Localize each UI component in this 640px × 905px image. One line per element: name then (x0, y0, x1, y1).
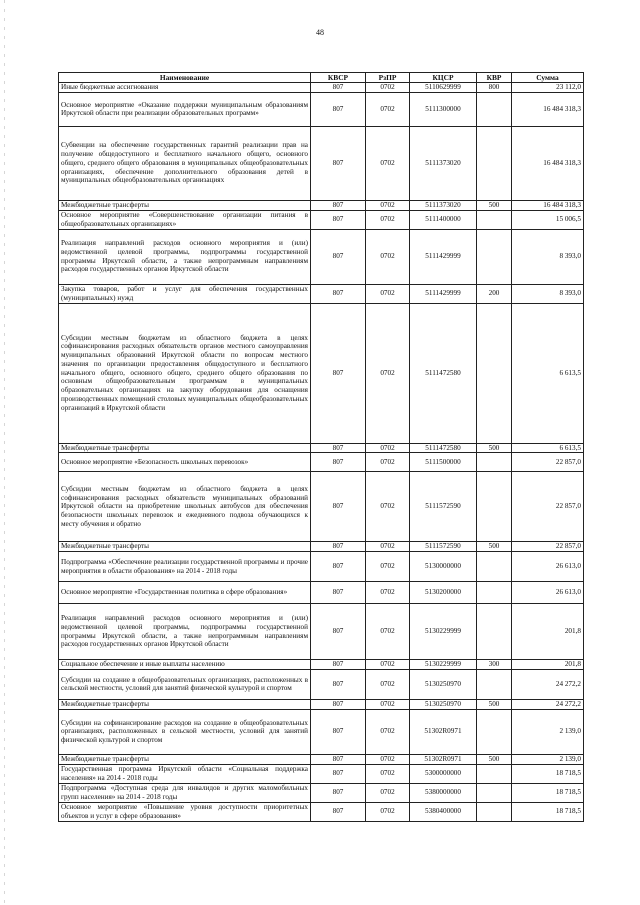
cell-rzpr: 0702 (366, 604, 410, 660)
cell-kcsr: 5130229999 (410, 604, 477, 660)
cell-kvr (477, 472, 512, 542)
table-row (59, 660, 584, 670)
cell-sum: 201,8 (512, 660, 584, 670)
cell-rzpr: 0702 (366, 210, 410, 229)
cell-name: Межбюджетные трансферты (59, 542, 311, 552)
cell-name: Реализация направлений расходов основного мероприятия и (или) ведомственной целевой программы, подпрограммы государственной программы Иркутской области, а также непрограммным направлениям расходов государственных органов Иркутской области (59, 229, 311, 284)
cell-rzpr: 0702 (366, 453, 410, 472)
cell-name: Субсидии местным бюджетам из областного бюджета в целях софинансирования расходных обязательств муниципальных образований Иркутской области на приобретение школьных автобусов для обеспечения безопасности школьных перевозок и ежедневного подвоза обучающихся к месту обучения и обратно (59, 472, 311, 542)
cell-kvr (477, 303, 512, 443)
cell-sum: 6 613,5 (512, 303, 584, 443)
cell-kcsr: 5111300000 (410, 92, 477, 126)
cell-kcsr: 5111400000 (410, 210, 477, 229)
cell-kvr: 200 (477, 284, 512, 303)
cell-rzpr: 0702 (366, 472, 410, 542)
cell-sum: 2 139,0 (512, 754, 584, 764)
table-row (59, 542, 584, 552)
cell-rzpr: 0702 (366, 709, 410, 754)
cell-kvr (477, 92, 512, 126)
cell-kvr (477, 783, 512, 802)
cell-kvsr: 807 (311, 229, 366, 284)
cell-kvr: 300 (477, 660, 512, 670)
cell-kvr: 500 (477, 200, 512, 210)
cell-sum: 18 718,5 (512, 783, 584, 802)
cell-sum: 18 718,5 (512, 764, 584, 783)
cell-name: Субсидии на софинансирование расходов на создание в общеобразовательных организациях, расположенных в сельской местности, условий для занятий физической культурой и спортом (59, 709, 311, 754)
table-row (59, 764, 584, 783)
cell-kvsr: 807 (311, 92, 366, 126)
table-row (59, 699, 584, 709)
table-row (59, 709, 584, 754)
cell-kvr: 500 (477, 754, 512, 764)
cell-name: Подпрограмма «Обеспечение реализации государственной программы и прочие мероприятия в области образования» на 2014 - 2018 годы (59, 552, 311, 582)
cell-name: Межбюджетные трансферты (59, 443, 311, 453)
cell-name: Реализация направлений расходов основного мероприятия и (или) ведомственной целевой программы, подпрограммы государственной программы Иркутской области, а также непрограммным направлениям расходов государственных органов Иркутской области (59, 604, 311, 660)
cell-name: Межбюджетные трансферты (59, 200, 311, 210)
cell-kcsr: 5380400000 (410, 802, 477, 821)
cell-sum: 24 272,2 (512, 699, 584, 709)
cell-kvr: 500 (477, 443, 512, 453)
cell-rzpr: 0702 (366, 542, 410, 552)
cell-name: Основное мероприятие «Повышение уровня доступности приоритетных объектов и услуг в сфере образования» (59, 802, 311, 821)
cell-sum: 201,8 (512, 604, 584, 660)
cell-rzpr: 0702 (366, 582, 410, 604)
cell-kcsr: 5111472580 (410, 303, 477, 443)
cell-sum: 16 484 318,3 (512, 126, 584, 200)
cell-sum: 22 857,0 (512, 542, 584, 552)
cell-name: Субсидии на создание в общеобразовательных организациях, расположенных в сельской местности, условий для занятий физической культурой и спортом (59, 669, 311, 699)
cell-sum: 18 718,5 (512, 802, 584, 821)
cell-name: Социальное обеспечение и иные выплаты населению (59, 660, 311, 670)
cell-sum: 24 272,2 (512, 669, 584, 699)
scan-edge-artifact (4, 0, 5, 905)
cell-kcsr: 5130229999 (410, 660, 477, 670)
cell-kvsr: 807 (311, 542, 366, 552)
cell-kvr: 500 (477, 542, 512, 552)
cell-rzpr: 0702 (366, 660, 410, 670)
table-row (59, 552, 584, 582)
cell-kvsr: 807 (311, 83, 366, 93)
cell-rzpr: 0702 (366, 92, 410, 126)
cell-sum: 8 393,0 (512, 284, 584, 303)
cell-kcsr: 5111572590 (410, 542, 477, 552)
cell-kvr (477, 669, 512, 699)
cell-rzpr: 0702 (366, 200, 410, 210)
cell-sum: 22 857,0 (512, 453, 584, 472)
cell-sum: 26 613,0 (512, 552, 584, 582)
cell-kcsr: 51302R0971 (410, 754, 477, 764)
cell-rzpr: 0702 (366, 699, 410, 709)
cell-rzpr: 0702 (366, 126, 410, 200)
cell-kvr (477, 126, 512, 200)
table-row (59, 754, 584, 764)
cell-kcsr: 5130200000 (410, 582, 477, 604)
cell-name: Государственная программа Иркутской области «Социальная поддержка населения» на 2014 - 2018 годы (59, 764, 311, 783)
header-kcsr: КЦСР (410, 73, 477, 83)
cell-kvr: 500 (477, 699, 512, 709)
cell-sum: 22 857,0 (512, 472, 584, 542)
cell-rzpr: 0702 (366, 303, 410, 443)
cell-kvr (477, 229, 512, 284)
cell-kvsr: 807 (311, 783, 366, 802)
cell-rzpr: 0702 (366, 552, 410, 582)
cell-name: Подпрограмма «Доступная среда для инвалидов и других маломобильных групп населения» на 2014 - 2018 годы (59, 783, 311, 802)
cell-kcsr: 5130250970 (410, 669, 477, 699)
table-row (59, 284, 584, 303)
cell-kvsr: 807 (311, 660, 366, 670)
cell-rzpr: 0702 (366, 83, 410, 93)
cell-kvr (477, 453, 512, 472)
cell-kvsr: 807 (311, 582, 366, 604)
header-sum: Сумма (512, 73, 584, 83)
cell-kcsr: 5300000000 (410, 764, 477, 783)
cell-kvsr: 807 (311, 443, 366, 453)
cell-kcsr: 5111572590 (410, 472, 477, 542)
cell-name: Межбюджетные трансферты (59, 699, 311, 709)
cell-kvr (477, 552, 512, 582)
cell-kvsr: 807 (311, 669, 366, 699)
cell-kvsr: 807 (311, 210, 366, 229)
cell-kvsr: 807 (311, 284, 366, 303)
table-row (59, 200, 584, 210)
cell-kcsr: 5111373020 (410, 126, 477, 200)
header-name: Наименование (59, 73, 311, 83)
cell-kvsr: 807 (311, 472, 366, 542)
cell-sum: 2 139,0 (512, 709, 584, 754)
table-row (59, 472, 584, 542)
table-row (59, 783, 584, 802)
cell-kvsr: 807 (311, 453, 366, 472)
cell-rzpr: 0702 (366, 443, 410, 453)
table-row (59, 443, 584, 453)
cell-kcsr: 5130000000 (410, 552, 477, 582)
table-row (59, 92, 584, 126)
cell-kvr (477, 802, 512, 821)
cell-sum: 16 484 318,3 (512, 200, 584, 210)
cell-kvsr: 807 (311, 126, 366, 200)
cell-rzpr: 0702 (366, 284, 410, 303)
cell-name: Основное мероприятие «Оказание поддержки муниципальным образованиям Иркутской области при реализации образовательных программ» (59, 92, 311, 126)
cell-kvr: 800 (477, 83, 512, 93)
cell-sum: 15 006,5 (512, 210, 584, 229)
table-row (59, 669, 584, 699)
cell-kcsr: 5111472580 (410, 443, 477, 453)
cell-rzpr: 0702 (366, 229, 410, 284)
table-row (59, 582, 584, 604)
cell-kcsr: 5380000000 (410, 783, 477, 802)
cell-kvsr: 807 (311, 754, 366, 764)
cell-kvsr: 807 (311, 764, 366, 783)
cell-rzpr: 0702 (366, 754, 410, 764)
cell-name: Субсидии местным бюджетам из областного бюджета в целях софинансирования расходных обязательств органов местного самоуправления муниципальных образований Иркутской области по вопросам местного значения по организации предоставления общедоступного и бесплатного начального общего, основного общего, среднего общего образования по основным общеобразовательным программам в муниципальных образовательных организациях на закупку оборудования для оснащения производственных помещений столовых муниципальных общеобразовательных организаций в Иркутской области (59, 303, 311, 443)
table-row (59, 210, 584, 229)
cell-name: Межбюджетные трансферты (59, 754, 311, 764)
cell-name: Иные бюджетные ассигнования (59, 83, 311, 93)
cell-rzpr: 0702 (366, 783, 410, 802)
cell-kvr (477, 604, 512, 660)
table-row (59, 604, 584, 660)
cell-rzpr: 0702 (366, 764, 410, 783)
cell-kcsr: 51302R0971 (410, 709, 477, 754)
cell-kvsr: 807 (311, 709, 366, 754)
cell-kcsr: 5111429999 (410, 284, 477, 303)
cell-kcsr: 5111373020 (410, 200, 477, 210)
cell-kcsr: 5111500000 (410, 453, 477, 472)
table-row (59, 802, 584, 821)
cell-sum: 6 613,5 (512, 443, 584, 453)
table-row (59, 303, 584, 443)
header-kvr: КВР (477, 73, 512, 83)
cell-kcsr: 5110629999 (410, 83, 477, 93)
cell-kcsr: 5111429999 (410, 229, 477, 284)
cell-kvsr: 807 (311, 200, 366, 210)
cell-kvsr: 807 (311, 802, 366, 821)
cell-name: Основное мероприятие «Безопасность школьных перевозок» (59, 453, 311, 472)
table-body (59, 83, 584, 821)
cell-name: Основное мероприятие «Государственная политика в сфере образования» (59, 582, 311, 604)
cell-kvsr: 807 (311, 699, 366, 709)
cell-kvsr: 807 (311, 552, 366, 582)
cell-sum: 8 393,0 (512, 229, 584, 284)
cell-kvr (477, 210, 512, 229)
cell-kvsr: 807 (311, 303, 366, 443)
table-row (59, 453, 584, 472)
header-rzpr: РзПР (366, 73, 410, 83)
cell-kvsr: 807 (311, 604, 366, 660)
table-header-row (59, 73, 584, 83)
cell-kvr (477, 709, 512, 754)
budget-table (58, 72, 584, 822)
cell-name: Основное мероприятие «Совершенствование организации питания в общеобразовательных организациях» (59, 210, 311, 229)
table-row (59, 229, 584, 284)
cell-name: Субвенции на обеспечение государственных гарантий реализации прав на получение общедоступного и бесплатного начального общего, основного общего, среднего общего образования в муниципальных общеобразовательных организациях, обеспечение дополнительного образования детей в муниципальных общеобразовательных организациях (59, 126, 311, 200)
cell-kvr (477, 764, 512, 783)
cell-sum: 16 484 318,3 (512, 92, 584, 126)
cell-rzpr: 0702 (366, 802, 410, 821)
cell-kvr (477, 582, 512, 604)
cell-sum: 26 613,0 (512, 582, 584, 604)
cell-kcsr: 5130250970 (410, 699, 477, 709)
cell-sum: 23 112,0 (512, 83, 584, 93)
table-row (59, 83, 584, 93)
cell-name: Закупка товаров, работ и услуг для обеспечения государственных (муниципальных) нужд (59, 284, 311, 303)
table-row (59, 126, 584, 200)
cell-rzpr: 0702 (366, 669, 410, 699)
page-number: 48 (316, 28, 324, 37)
header-kvsr: КВСР (311, 73, 366, 83)
